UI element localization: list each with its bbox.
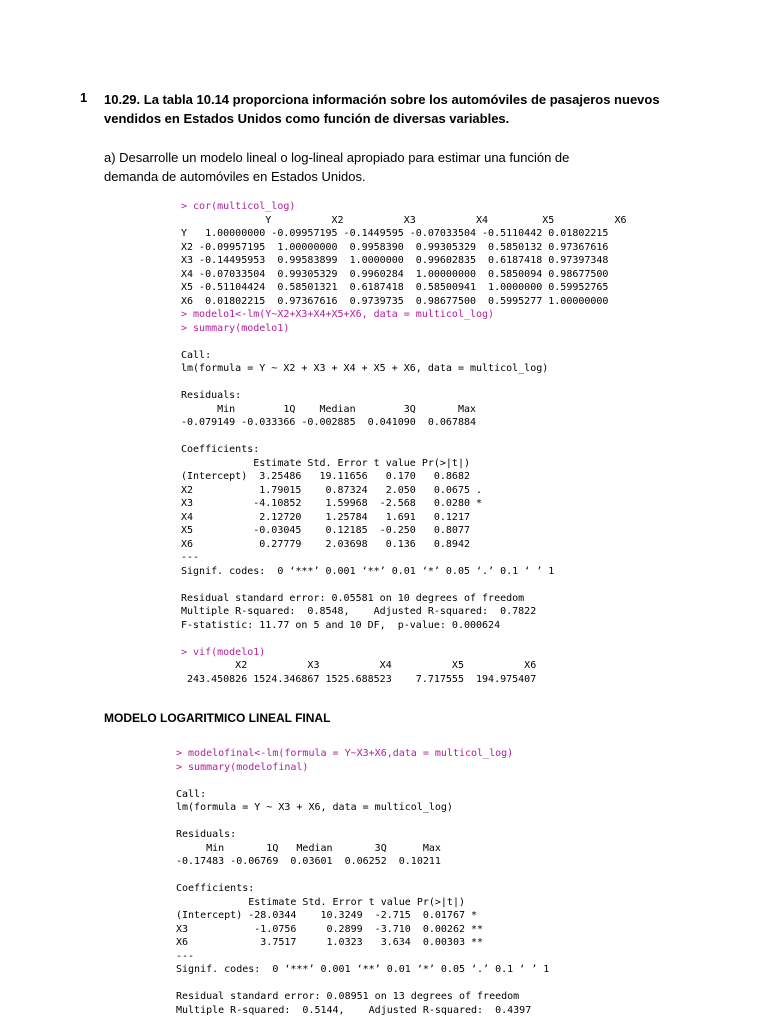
console-output-line: [181, 335, 627, 349]
console-output-line: 243.450826 1524.346867 1525.688523 7.717555 194.975407: [181, 673, 537, 685]
console-output-line: [176, 774, 549, 788]
console-output-line: [176, 869, 549, 883]
console-output-line: X5 -0.51104424 0.58501321 0.6187418 0.58500941 1.0000000 0.59952765: [181, 282, 609, 293]
console-command-line: > modelofinal<-lm(formula = Y~X3+X6,data = multicol_log): [176, 748, 514, 759]
console-output-line: [176, 815, 549, 829]
console-output-line: Call:: [181, 349, 212, 361]
console-output-line: -0.079149 -0.033366 -0.002885 0.041090 0.067884: [181, 417, 477, 428]
console-output-line: [176, 977, 549, 991]
console-output-line: lm(formula = Y ~ X3 + X6, data = multicol_log): [176, 802, 453, 813]
console-output-line: X6 0.01802215 0.97367616 0.9739735 0.98677500 0.5995277 1.00000000: [181, 295, 609, 307]
console-output-line: X6 3.7517 1.0323 3.634 0.00303 **: [176, 937, 484, 948]
console-output-line: Y X2 X3 X4 X5 X6: [181, 214, 627, 226]
console-output-line: [181, 632, 627, 646]
console-output-line: Estimate Std. Error t value Pr(>|t|): [176, 896, 465, 908]
console-command-line: > vif(modelo1): [181, 646, 266, 658]
console-command-line: > summary(modelofinal): [176, 761, 309, 773]
console-output-line: X2 -0.09957195 1.00000000 0.9958390 0.99305329 0.5850132 0.97367616: [181, 241, 609, 253]
console-output-line: -0.17483 -0.06769 0.03601 0.06252 0.10211: [176, 856, 441, 867]
console-output-line: Residuals:: [176, 829, 237, 840]
console-output-line: X2 1.79015 0.87324 2.050 0.0675 .: [181, 484, 483, 496]
console-output-line: [181, 430, 627, 444]
console-output-line: (Intercept) -28.0344 10.3249 -2.715 0.01767 *: [176, 910, 478, 921]
console-output-line: Call:: [176, 788, 207, 800]
console-command-line: > cor(multicol_log): [181, 201, 296, 212]
console-command-line: > modelo1<-lm(Y~X2+X3+X4+X5+X6, data = multicol_log): [181, 309, 495, 320]
console-output-line: X4 2.12720 1.25784 1.691 0.1217: [181, 511, 470, 523]
console-output-line: Min 1Q Median 3Q Max: [176, 842, 441, 854]
console-output-line: X2 X3 X4 X5 X6: [181, 660, 537, 671]
console-output-line: (Intercept) 3.25486 19.11656 0.170 0.8682: [181, 471, 470, 482]
console-output-line: Y 1.00000000 -0.09957195 -0.1449595 -0.07033504 -0.5110442 0.01802215: [181, 228, 609, 239]
console-output-line: Coefficients:: [181, 444, 260, 455]
r-console-output-2: [176, 747, 549, 1017]
console-output-line: Residual standard error: 0.05581 on 10 degrees of freedom: [181, 592, 525, 604]
console-output-line: X3 -1.0756 0.2899 -3.710 0.00262 **: [176, 923, 484, 935]
part-a-question: a) Desarrolle un modelo lineal o log-lineal apropiado para estimar una función de demanda de automóviles en Estados Unidos.: [104, 150, 570, 184]
console-output-line: Estimate Std. Error t value Pr(>|t|): [181, 457, 470, 469]
console-output-line: Coefficients:: [176, 883, 255, 894]
console-output-line: X3 -0.14495953 0.99583899 1.0000000 0.99602835 0.6187418 0.97397348: [181, 255, 609, 266]
console-command-line: > summary(modelo1): [181, 322, 290, 334]
console-output-line: X5 -0.03045 0.12185 -0.250 0.8077: [181, 525, 470, 536]
r-console-output-1: [181, 200, 627, 686]
console-output-line: Signif. codes: 0 ‘***’ 0.001 ‘**’ 0.01 ‘*’ 0.05 ‘.’ 0.1 ‘ ’ 1: [181, 565, 555, 577]
console-output-line: [181, 578, 627, 592]
console-output-line: ---: [176, 950, 195, 962]
console-output-line: Min 1Q Median 3Q Max: [181, 403, 477, 415]
console-output-line: [181, 376, 627, 390]
console-output-line: X3 -4.10852 1.59968 -2.568 0.0280 *: [181, 498, 483, 509]
item-number: 1: [80, 90, 88, 105]
console-output-line: Residuals:: [181, 390, 242, 401]
console-output-line: X4 -0.07033504 0.99305329 0.9960284 1.00000000 0.5850094 0.98677500: [181, 268, 609, 280]
console-output-line: lm(formula = Y ~ X2 + X3 + X4 + X5 + X6, data = multicol_log): [181, 363, 549, 374]
exercise-statement: 10.29. La tabla 10.14 proporciona información sobre los automóviles de pasajeros nuevos vendidos en Estados Unidos como función de diversas variables.: [104, 92, 660, 126]
console-output-line: X6 0.27779 2.03698 0.136 0.8942: [181, 538, 470, 550]
section-title: MODELO LOGARITMICO LINEAL FINAL: [104, 711, 331, 725]
console-output-line: Signif. codes: 0 ‘***’ 0.001 ‘**’ 0.01 ‘*’ 0.05 ‘.’ 0.1 ‘ ’ 1: [176, 964, 550, 975]
console-output-line: Multiple R-squared: 0.8548, Adjusted R-squared: 0.7822: [181, 606, 537, 617]
console-output-line: ---: [181, 552, 200, 563]
console-output-line: Residual standard error: 0.08951 on 13 degrees of freedom: [176, 991, 520, 1002]
console-output-line: F-statistic: 11.77 on 5 and 10 DF, p-value: 0.000624: [181, 619, 501, 631]
console-output-line: Multiple R-squared: 0.5144, Adjusted R-squared: 0.4397: [176, 1004, 532, 1016]
